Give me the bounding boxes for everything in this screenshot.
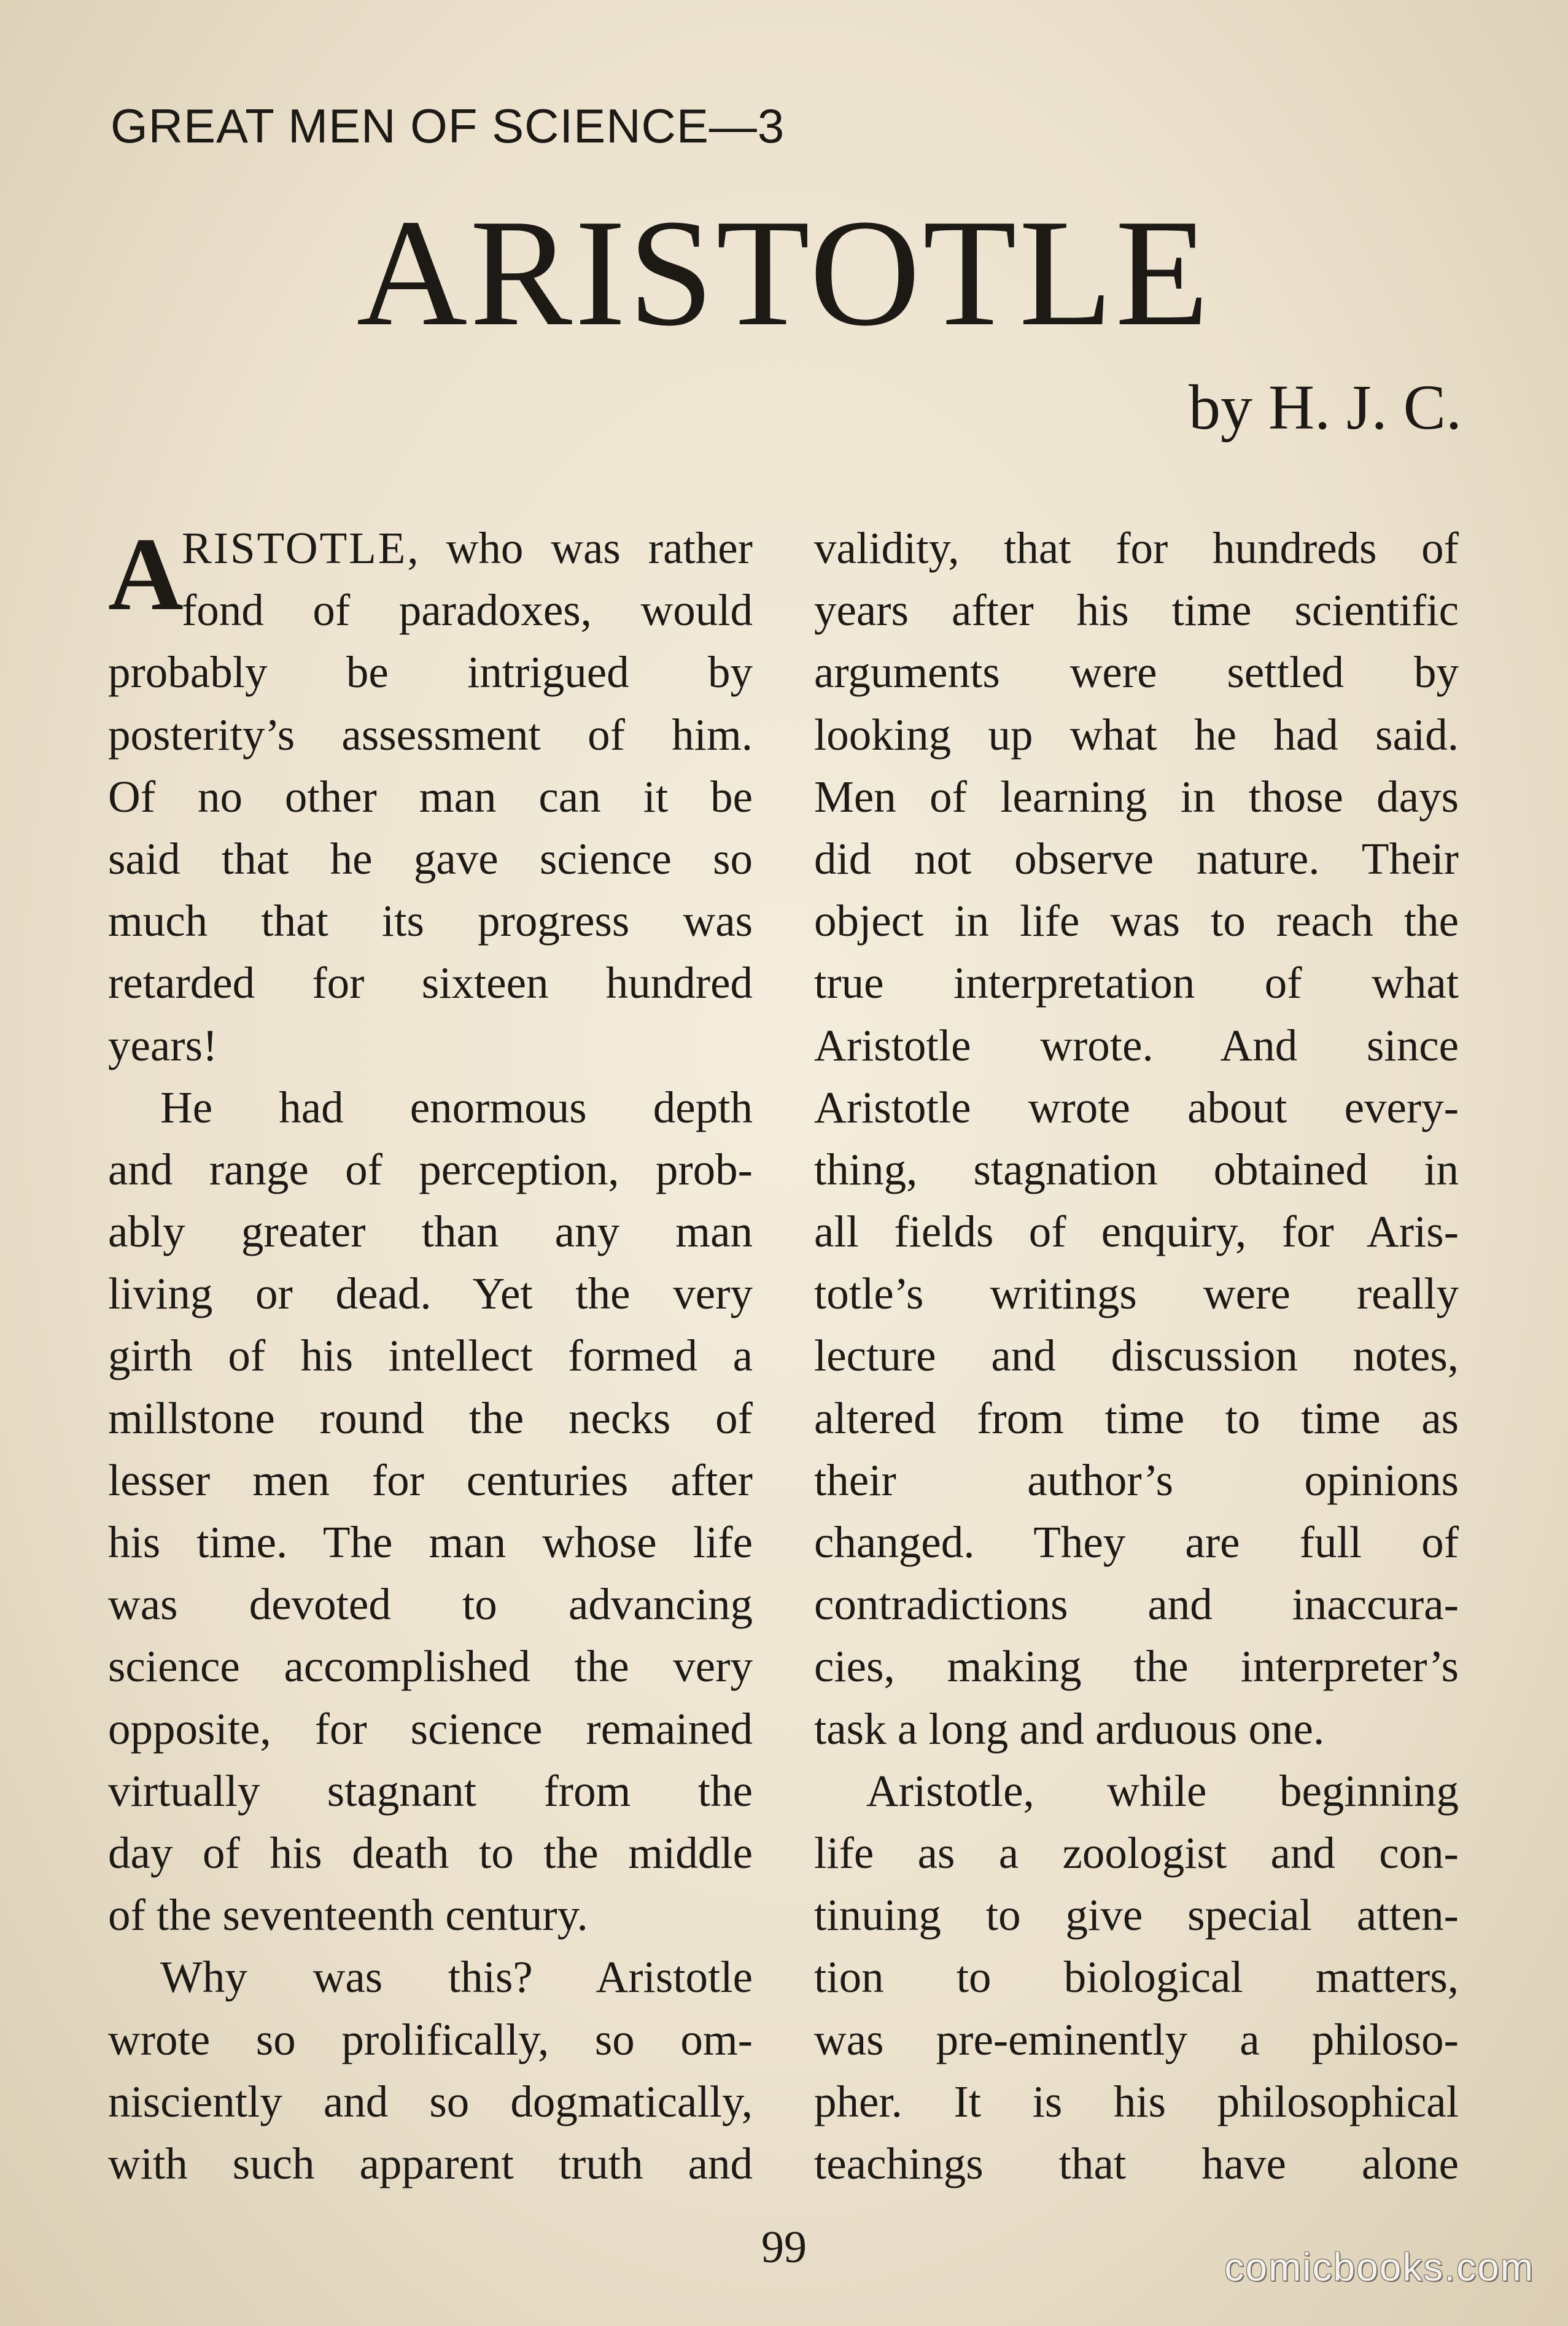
- text-line: Aristotle wrote about every-: [814, 1082, 1459, 1132]
- text-line: was pre-eminently a philoso-: [814, 2014, 1459, 2064]
- text-line: wrote so prolifically, so om-: [108, 2014, 753, 2064]
- text-line: pher. It is his philosophical: [814, 2076, 1459, 2126]
- text-line: validity, that for hundreds of: [814, 523, 1459, 573]
- page-number: 99: [761, 2222, 807, 2273]
- text-line: of the seventeenth century.: [108, 1890, 588, 1940]
- text-line: true interpretation of what: [814, 958, 1459, 1008]
- text-line: did not observe nature. Their: [814, 833, 1459, 884]
- text-line: said that he gave science so: [108, 833, 753, 884]
- text-line: day of his death to the middle: [108, 1827, 753, 1878]
- text-line: and range of perception, prob-: [108, 1144, 753, 1194]
- text-line: arguments were settled by: [814, 647, 1459, 698]
- article-title: ARISTOTLE: [356, 188, 1212, 358]
- text-line: was devoted to advancing: [108, 1579, 753, 1630]
- text-line: thing, stagnation obtained in: [814, 1144, 1459, 1194]
- text-line: virtually stagnant from the: [108, 1765, 753, 1816]
- text-line: fond of paradoxes, would: [182, 585, 753, 636]
- right-column: [814, 517, 1459, 2195]
- text-line: all fields of enquiry, for Aris-: [814, 1207, 1459, 1257]
- text-line: lesser men for centuries after: [108, 1455, 753, 1505]
- text-line: science accomplished the very: [108, 1641, 753, 1692]
- text-line: posterity’s assessment of him.: [108, 709, 753, 760]
- text-line: Aristotle, while beginning: [866, 1765, 1459, 1816]
- text-line: opposite, for science remained: [108, 1703, 753, 1754]
- text-line: totle’s writings were really: [814, 1269, 1459, 1319]
- text-line: with such apparent truth and: [108, 2138, 753, 2188]
- text-line: looking up what he had said.: [814, 709, 1459, 760]
- text-line: nisciently and so dogmatically,: [108, 2076, 753, 2126]
- text-line: altered from time to time as: [814, 1393, 1459, 1443]
- text-line: Why was this? Aristotle: [160, 1952, 753, 2002]
- text-line: task a long and arduous one.: [814, 1703, 1325, 1754]
- text-line: contradictions and inaccura-: [814, 1579, 1459, 1630]
- text-line: retarded for sixteen hundred: [108, 958, 753, 1008]
- text-line: tinuing to give special atten-: [814, 1890, 1459, 1940]
- text-line: object in life was to reach the: [814, 896, 1459, 946]
- watermark: comicbooks.com: [1224, 2245, 1534, 2289]
- text-line: millstone round the necks of: [108, 1393, 753, 1443]
- text-line: cies, making the interpreter’s: [814, 1641, 1459, 1692]
- left-column: [108, 517, 753, 2195]
- text-line: lecture and discussion notes,: [814, 1331, 1459, 1381]
- opening-small-caps: RISTOTLE: [182, 523, 408, 573]
- text-line: living or dead. Yet the very: [108, 1269, 753, 1319]
- text-line: their author’s opinions: [814, 1455, 1459, 1505]
- series-heading: GREAT MEN OF SCIENCE—3: [111, 99, 785, 153]
- text-line: years after his time scientific: [814, 585, 1459, 636]
- text-line: years!: [108, 1020, 218, 1070]
- text-line: He had enormous depth: [160, 1082, 753, 1132]
- drop-cap: A: [108, 516, 184, 632]
- text-line: teachings that have alone: [814, 2138, 1459, 2188]
- text-line: Aristotle wrote. And since: [814, 1020, 1459, 1070]
- text-line: tion to biological matters,: [814, 1952, 1459, 2002]
- text-line: probably be intrigued by: [108, 647, 753, 698]
- text-line: girth of his intellect formed a: [108, 1331, 753, 1381]
- text-line: Men of learning in those days: [814, 771, 1459, 822]
- byline: by H. J. C.: [1189, 372, 1462, 443]
- text-line: , who was rather: [407, 523, 753, 573]
- text-line: Of no other man can it be: [108, 771, 753, 822]
- text-line: changed. They are full of: [814, 1517, 1459, 1567]
- text-line: ably greater than any man: [108, 1207, 753, 1257]
- text-line: much that its progress was: [108, 896, 753, 946]
- text-line: his time. The man whose life: [108, 1517, 753, 1567]
- text-line: life as a zoologist and con-: [814, 1827, 1459, 1878]
